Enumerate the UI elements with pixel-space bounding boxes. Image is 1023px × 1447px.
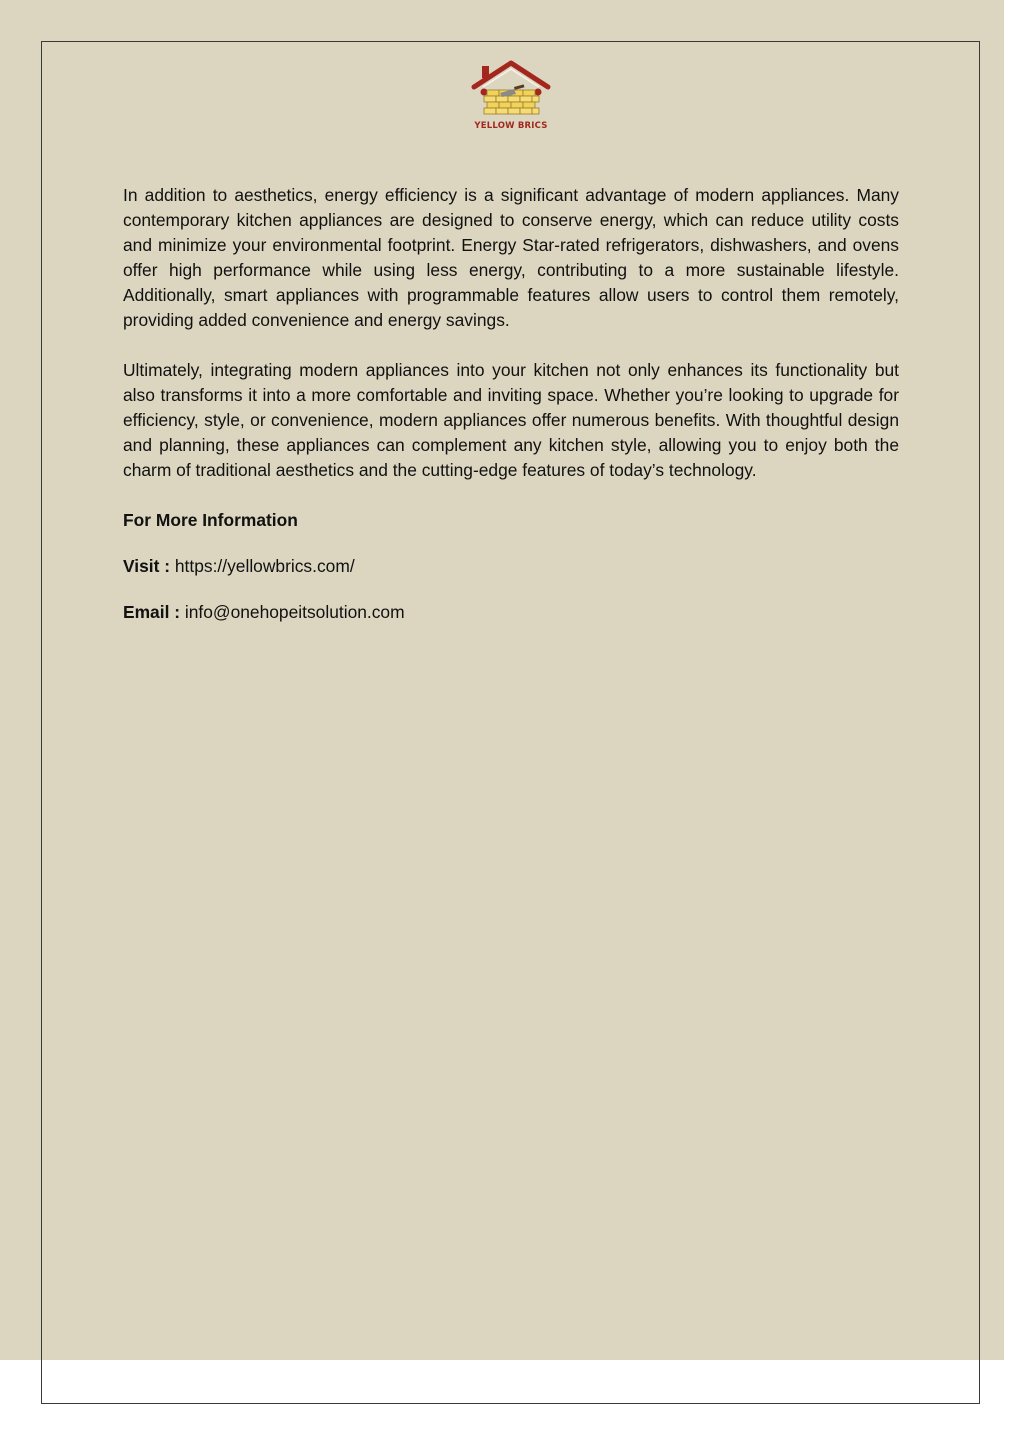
visit-line	[123, 554, 899, 579]
brand-logo-text: YELLOW BRICS	[474, 121, 548, 131]
paragraph-energy-efficiency: In addition to aesthetics, energy efficiency is a significant advantage of modern appliances. Many contemporary kitchen appliances are designed to conserve energy, which can reduce utility costs and minimize your environmental footprint. Energy Star-rated refrigerators, dishwashers, and ovens offer high performance while using less energy, contributing to a more sustainable lifestyle. Additionally, smart appliances with programmable features allow users to control them remotely, providing added convenience and energy savings.	[123, 185, 899, 330]
email-link[interactable]: info@onehopeitsolution.com	[184, 602, 405, 622]
visit-link[interactable]: https://yellowbrics.com/	[174, 556, 355, 576]
email-label: Email :	[123, 602, 181, 622]
more-info-heading: For More Information	[123, 510, 298, 530]
document-body	[123, 183, 899, 646]
paragraph-conclusion: Ultimately, integrating modern appliances into your kitchen not only enhances its functionality but also transforms it into a more comfortable and inviting space. Whether you’re looking to upgrade for efficiency, style, or convenience, modern appliances offer numerous benefits. With thoughtful design and planning, these appliances can complement any kitchen style, allowing you to enjoy both the charm of traditional aesthetics and the cutting-edge features of today’s technology.	[123, 360, 899, 480]
brand-logo	[470, 60, 552, 136]
visit-label: Visit :	[123, 556, 171, 576]
email-line	[123, 600, 899, 625]
house-bricks-logo-icon	[470, 60, 552, 122]
